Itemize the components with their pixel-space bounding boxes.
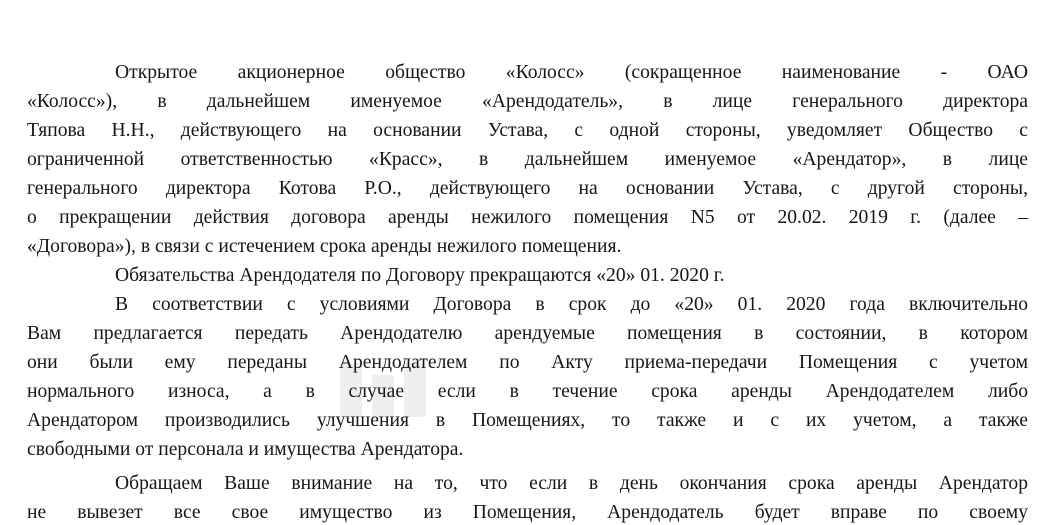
text-line: Открытое акционерное общество «Колосс» (сокращенное наименование - ОАО — [115, 62, 1028, 83]
text-line: свободными от персонала и имущества Арендатора. — [27, 439, 464, 460]
text-line: о прекращении действия договора аренды нежилого помещения N5 от 20.02. 2019 г. (далее – — [27, 207, 1028, 228]
paragraph-obligations-end — [27, 261, 1028, 290]
paragraph-return-premises — [27, 290, 1028, 464]
text-line: «Колосс»), в дальнейшем именуемое «Арендодатель», в лице генерального директора — [27, 91, 1028, 112]
text-line: Обязательства Арендодателя по Договору прекращаются «20» 01. 2020 г. — [115, 265, 725, 286]
text-line: Арендатором производились улучшения в Помещениях, то также и с их учетом, а также — [27, 410, 1028, 431]
text-line: Тяпова Н.Н., действующего на основании Устава, с одной стороны, уведомляет Общество с — [27, 120, 1028, 141]
text-line: ограниченной ответственностью «Красс», в дальнейшем именуемое «Арендатор», в лице — [27, 149, 1028, 170]
text-line: Вам предлагается передать Арендодателю арендуемые помещения в состоянии, в котором — [27, 323, 1028, 344]
paragraph-attention-notice — [27, 469, 1028, 525]
text-line: «Договора»), в связи с истечением срока аренды нежилого помещения. — [27, 236, 622, 257]
text-line: нормального износа, а в случае если в течение срока аренды Арендодателем либо — [27, 381, 1028, 402]
document-body — [27, 58, 1028, 525]
text-line: Обращаем Ваше внимание на то, что если в день окончания срока аренды Арендатор — [115, 473, 1028, 494]
paragraph-termination-notice — [27, 58, 1028, 261]
text-line: не вывезет все свое имущество из Помещения, Арендодатель будет вправе по своему — [27, 502, 1028, 523]
text-line: В соответствии с условиями Договора в срок до «20» 01. 2020 года включительно — [115, 294, 1028, 315]
text-line: они были ему переданы Арендодателем по Акту приема-передачи Помещения с учетом — [27, 352, 1028, 373]
text-line: генерального директора Котова Р.О., действующего на основании Устава, с другой стороны, — [27, 178, 1028, 199]
